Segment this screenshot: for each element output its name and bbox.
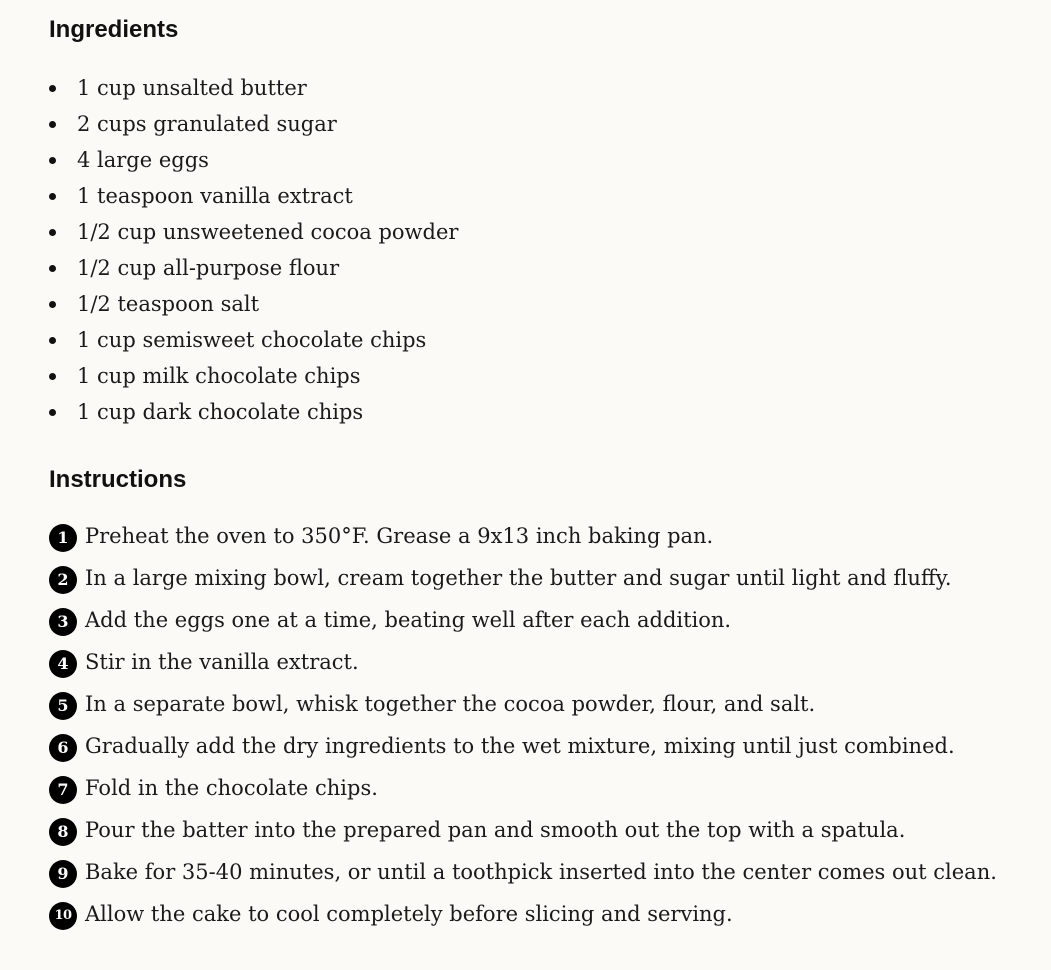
ingredient-item [49,70,458,106]
step-text: Gradually add the dry ingredients to the wet mixture, mixing until just combined. [85,734,955,758]
ingredient-text: 1/2 cup all-purpose flour [77,256,340,280]
bullet-icon [49,265,56,272]
bullet-icon [49,157,56,164]
ingredient-text: 1 cup unsalted butter [77,76,307,100]
ingredient-text: 1 teaspoon vanilla extract [77,184,353,208]
ingredient-text: 2 cups granulated sugar [77,112,337,136]
bullet-icon [49,229,56,236]
instruction-step [49,767,997,809]
bullet-icon [49,409,56,416]
step-text: Add the eggs one at a time, beating well after each addition. [85,608,732,632]
step-number-badge: 2 [49,566,77,594]
instruction-step [49,683,997,725]
step-number-badge: 4 [49,650,77,678]
step-number-badge: 9 [49,860,77,888]
step-number-badge: 5 [49,692,77,720]
ingredient-text: 1 cup semisweet chocolate chips [77,328,427,352]
step-number-badge: 10 [49,902,77,930]
step-text: Preheat the oven to 350°F. Grease a 9x13 inch baking pan. [85,524,714,548]
step-number-badge: 7 [49,776,77,804]
instruction-step [49,641,997,683]
instruction-step [49,515,997,557]
ingredient-item [49,142,458,178]
step-text: Pour the batter into the prepared pan and smooth out the top with a spatula. [85,818,906,842]
ingredient-item [49,178,458,214]
ingredients-list [49,70,458,430]
bullet-icon [49,337,56,344]
instruction-step [49,599,997,641]
step-text: In a large mixing bowl, cream together the butter and sugar until light and fluffy. [85,566,952,590]
ingredient-item [49,106,458,142]
step-number-badge: 8 [49,818,77,846]
ingredient-item [49,250,458,286]
bullet-icon [49,193,56,200]
ingredients-heading: Ingredients [49,16,179,43]
step-text: Fold in the chocolate chips. [85,776,378,800]
instructions-heading: Instructions [49,466,187,493]
step-text: In a separate bowl, whisk together the cocoa powder, flour, and salt. [85,692,816,716]
ingredient-text: 1/2 teaspoon salt [77,292,260,316]
ingredient-item [49,214,458,250]
instruction-step [49,725,997,767]
ingredient-text: 1 cup dark chocolate chips [77,400,364,424]
instruction-step [49,557,997,599]
ingredient-item [49,358,458,394]
step-number-badge: 1 [49,524,77,552]
bullet-icon [49,301,56,308]
ingredient-text: 1 cup milk chocolate chips [77,364,361,388]
instruction-step [49,809,997,851]
instruction-step [49,851,997,893]
step-text: Bake for 35-40 minutes, or until a toothpick inserted into the center comes out clean. [85,860,997,884]
step-number-badge: 6 [49,734,77,762]
ingredient-text: 4 large eggs [77,148,209,172]
step-number-badge: 3 [49,608,77,636]
bullet-icon [49,121,56,128]
instructions-list [49,515,997,935]
ingredient-item [49,286,458,322]
ingredient-item [49,394,458,430]
ingredient-item [49,322,458,358]
ingredient-text: 1/2 cup unsweetened cocoa powder [77,220,459,244]
instruction-step [49,893,997,935]
bullet-icon [49,373,56,380]
step-text: Allow the cake to cool completely before slicing and serving. [85,902,733,926]
step-text: Stir in the vanilla extract. [85,650,359,674]
bullet-icon [49,85,56,92]
